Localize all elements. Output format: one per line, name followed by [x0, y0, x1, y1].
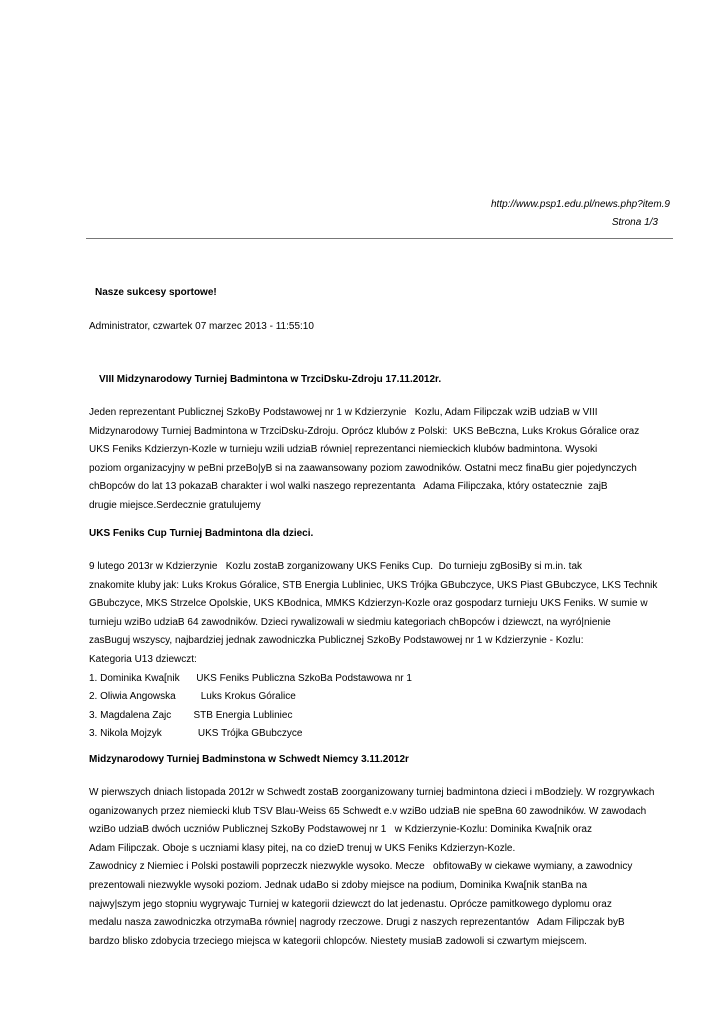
- text-line: najwy|szym jego stopniu wygrywajc Turniej w kategorii dziewczt do lat jedenastu. Oprócze pamitkowego dyplomu oraz: [89, 898, 612, 910]
- section-body: [89, 404, 639, 516]
- result-row: 3. Magdalena Zajc STB Energia Lubliniec: [89, 709, 293, 721]
- text-line: turnieju wziBo udziaB 64 zawodników. Dzieci rywalizowali w siedmiu kategoriach chBopców i dziewczt, na wyró|nienie: [89, 616, 611, 628]
- text-line: GBubczyce, MKS Strzelce Opolskie, UKS KBodnica, MMKS Kdzierzyn-Kozle oraz gospodarz turnieju UKS Feniks. W sumie w: [89, 598, 648, 610]
- text-line: 9 lutego 2013r w Kdzierzynie Kozlu zostaB zorganizowany UKS Feniks Cup. Do turnieju zgBosiBy si m.in. tak: [89, 561, 583, 572]
- category-label: Kategoria U13 dziewczt:: [89, 653, 197, 665]
- page-title: Nasze sukcesy sportowe!: [95, 287, 217, 298]
- page-number: Strona 1/3: [611, 217, 658, 228]
- text-line: wziBo udziaB dwóch uczniów Publicznej SzkoBy Podstawowej nr 1 w Kdzierzynie-Kozlu: Dominika Kwa[nik oraz: [89, 824, 592, 836]
- result-row: 1. Dominika Kwa[nik UKS Feniks Publiczna SzkoBa Podstawowa nr 1: [89, 672, 412, 684]
- source-url: http://www.psp1.edu.pl/news.php?item.9: [491, 199, 670, 210]
- result-row: 3. Nikola Mojzyk UKS Trójka GBubczyce: [89, 728, 303, 740]
- text-line: prezentowali niezwykle wysoki poziom. Jednak udaBo si zdoby miejsce na podium, Dominika Kwa[nik stanBa na: [89, 879, 588, 891]
- section-body: [89, 784, 654, 951]
- text-line: Adam Filipczak. Oboje s uczniami klasy pitej, na co dzieD trenuj w UKS Feniks Kdzierzyn-Kozle.: [89, 842, 516, 854]
- text-line: drugie miejsce.Serdecznie gratulujemy: [89, 499, 261, 511]
- text-line: chBopców do lat 13 pokazaB charakter i wol walki naszego reprezentanta Adama Filipczaka, który ostatecznie zajB: [89, 481, 608, 493]
- text-line: poziom organizacyjny w peBni przeBo|yB si na zaawansowany poziom zawodników. Ostatni mecz finaBu gier pojedynczych: [89, 462, 637, 474]
- result-row: 2. Oliwia Angowska Luks Krokus Góralice: [89, 691, 296, 703]
- text-line: medalu nasza zawodniczka otrzymaBa równie| nagrody rzeczowe. Drugi z naszych reprezentantów Adam Filipczak byB: [89, 917, 625, 929]
- text-line: W pierwszych dniach listopada 2012r w Schwedt zostaB zoorganizowany turniej badmintona dzieci i mBodzie|y. W rozgrywkach: [89, 787, 655, 798]
- section-heading: UKS Feniks Cup Turniej Badmintona dla dzieci.: [89, 528, 314, 539]
- text-line: UKS Feniks Kdzierzyn-Kozle w turnieju wzili udziaB równie| reprezentanci niemieckich klubów badmintona. Wysoki: [89, 444, 598, 456]
- section-body: [89, 558, 657, 744]
- text-line: Midzynarodowy Turniej Badmintona w TrzciDsku-Zdroju. Oprócz klubów z Polski: UKS BeBczna, Luks Krokus Góralice oraz: [89, 425, 640, 437]
- section-heading: VIII Midzynarodowy Turniej Badmintona w TrzciDsku-Zdroju 17.11.2012r.: [99, 374, 442, 385]
- header-divider: [86, 238, 673, 239]
- text-line: bardzo blisko zdobycia trzeciego miejsca w kategorii chlopców. Niestety musiaB zadowoli si czwartym miejscem.: [89, 935, 587, 947]
- author-date-line: Administrator, czwartek 07 marzec 2013 - 11:55:10: [89, 321, 314, 332]
- text-line: Jeden reprezentant Publicznej SzkoBy Podstawowej nr 1 w Kdzierzynie Kozlu, Adam Filipczak wziB udziaB w VIII: [89, 407, 598, 418]
- section-heading: Midzynarodowy Turniej Badminstona w Schwedt Niemcy 3.11.2012r: [89, 754, 409, 765]
- text-line: zasBuguj wszyscy, najbardziej jednak zawodniczka Publicznej SzkoBy Podstawowej nr 1 w Kdzierzynie - Kozlu:: [89, 635, 584, 647]
- text-line: Zawodnicy z Niemiec i Polski postawili poprzeczk niezwykle wysoko. Mecze obfitowaBy w ciekawe wymiany, a zawodnicy: [89, 861, 633, 873]
- text-line: oganizowanych przez niemiecki klub TSV Blau-Weiss 65 Schwedt e.v wziBo udziaB nie speBna 60 zawodników. W zawodach: [89, 805, 647, 817]
- text-line: znakomite kluby jak: Luks Krokus Góralice, STB Energia Lubliniec, UKS Trójka GBubczyce, UKS Piast GBubczyce, LKS Technik: [89, 579, 658, 591]
